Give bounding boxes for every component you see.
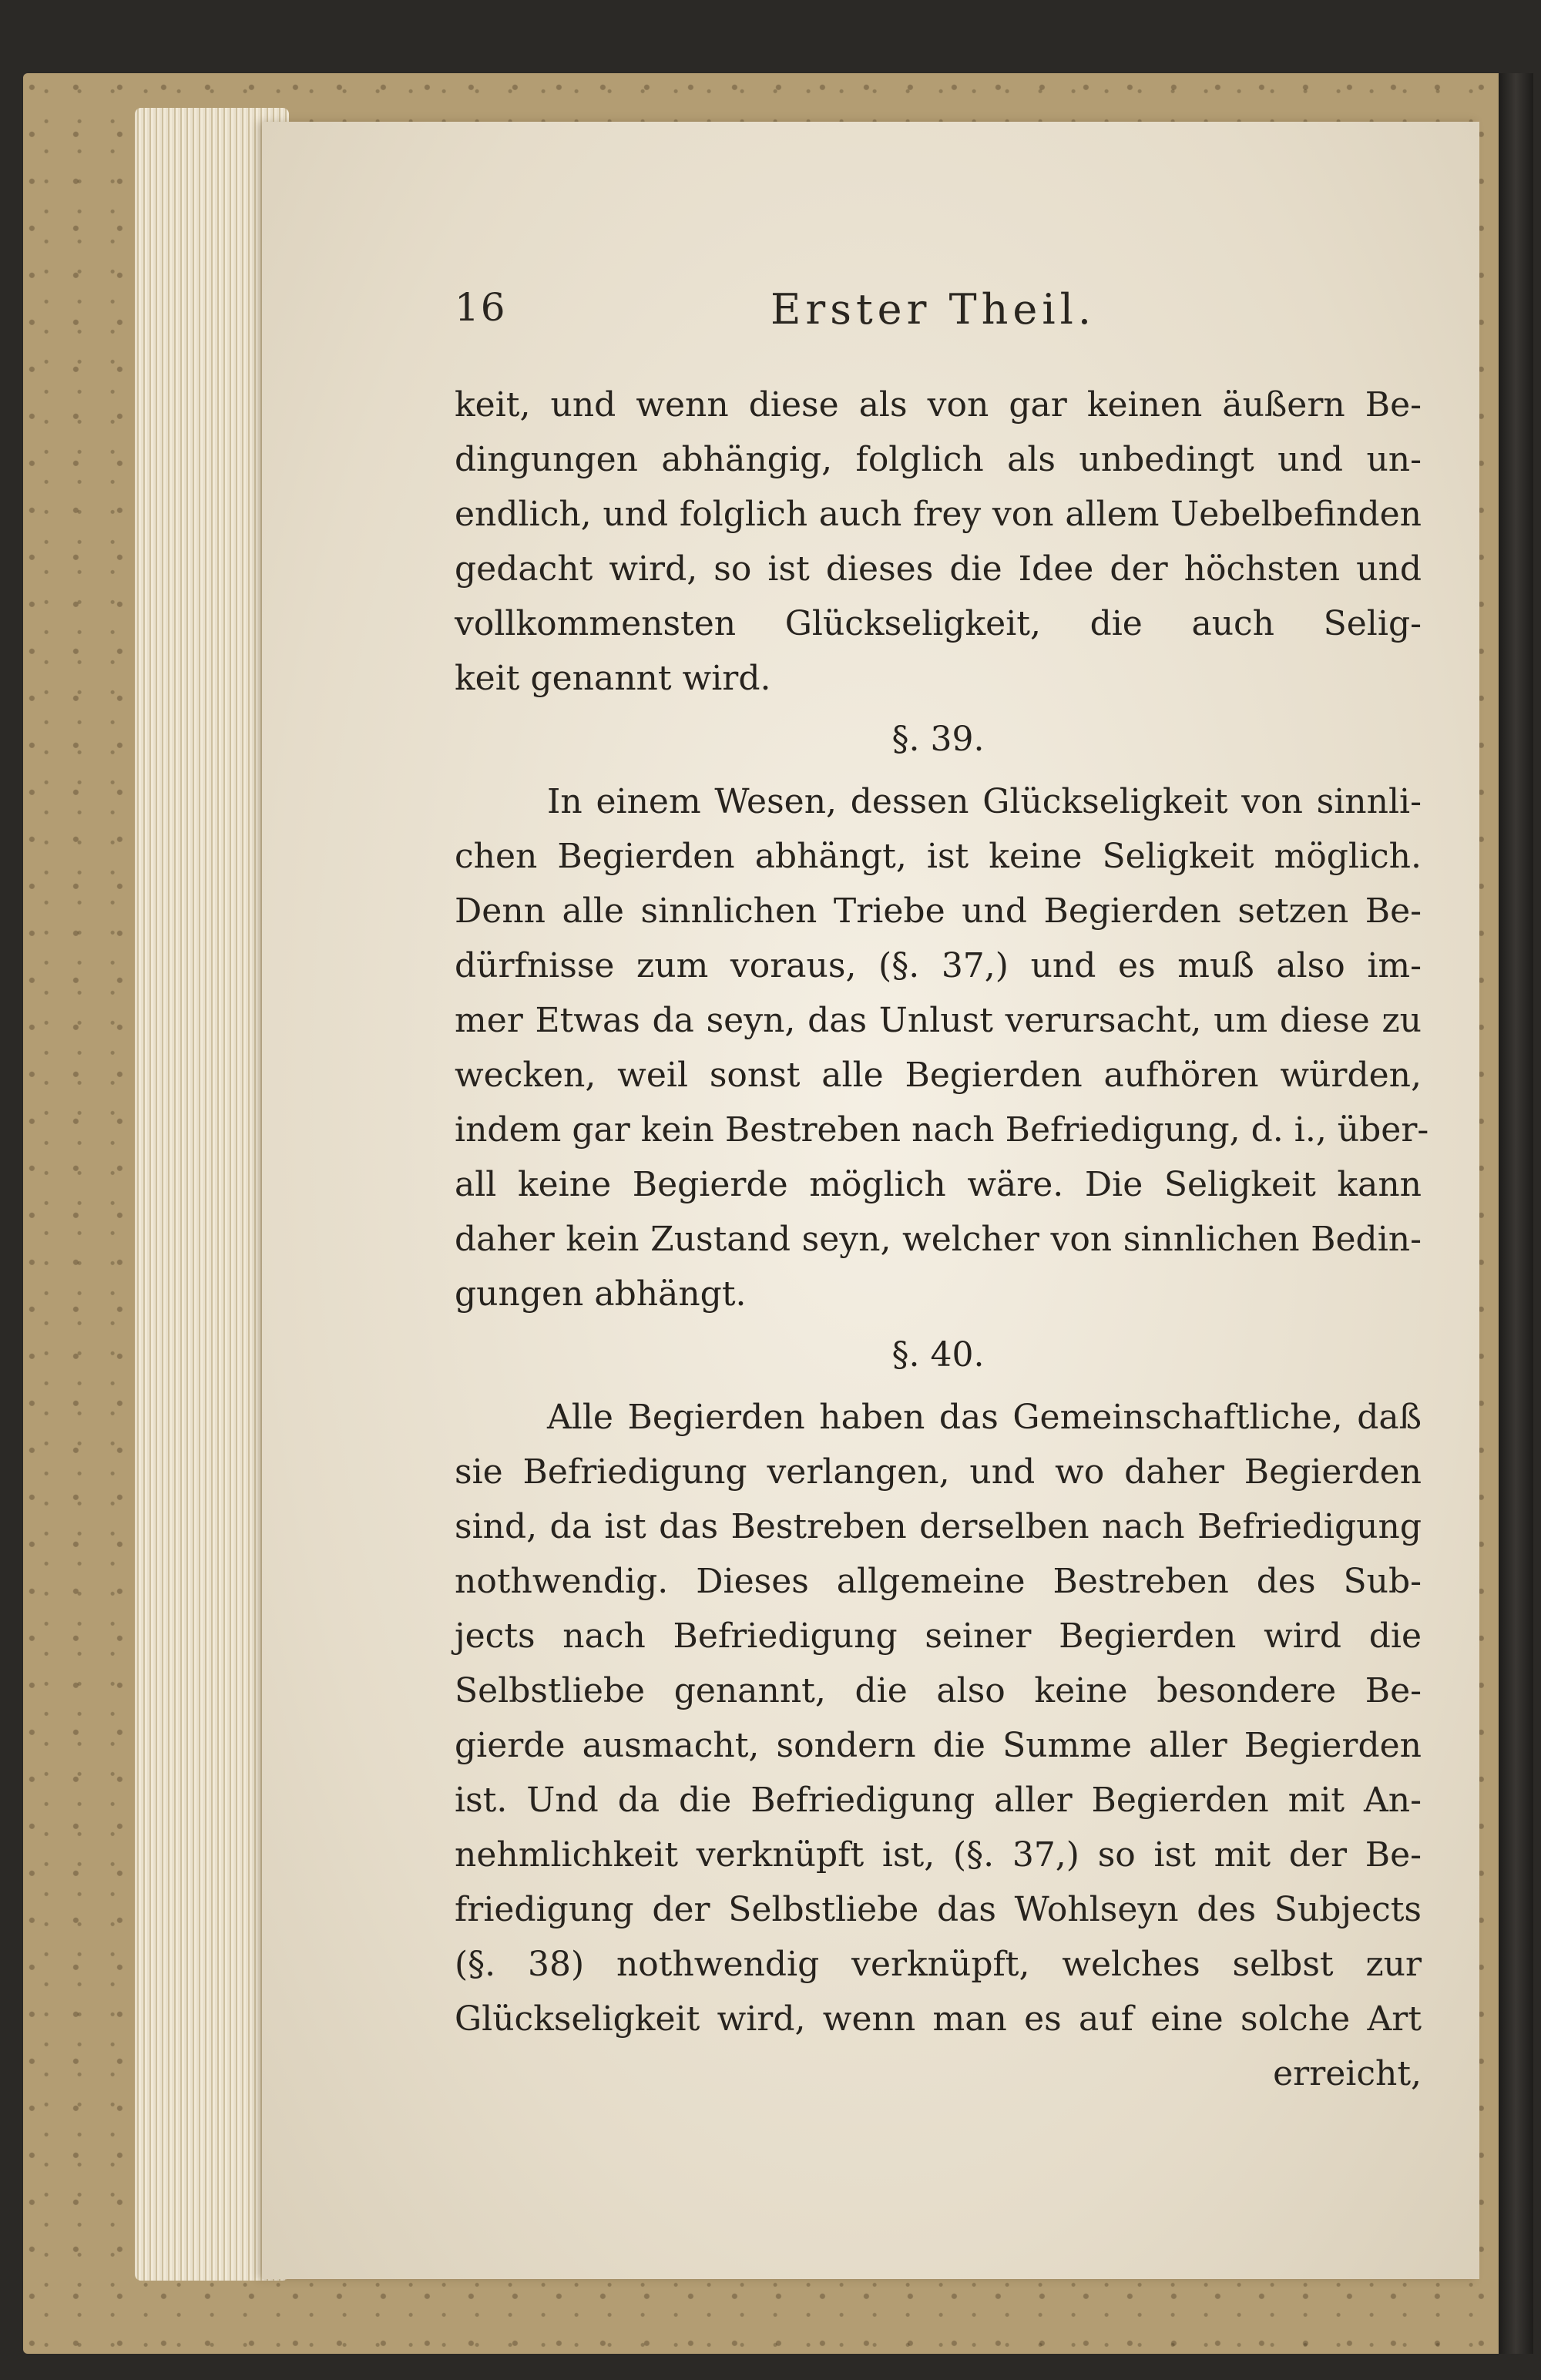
text-line: keit genannt wird. bbox=[455, 659, 771, 698]
text-line: gierde ausmacht, sondern die Summe aller Begierden bbox=[455, 1726, 1422, 1765]
text-line: mer Etwas da seyn, das Unlust verursacht, um diese zu bbox=[455, 1001, 1422, 1040]
catchword: erreicht, bbox=[1273, 2054, 1422, 2093]
text-line: daher kein Zustand seyn, welcher von sinnlichen Bedin- bbox=[455, 1220, 1422, 1259]
text-line: nothwendig. Dieses allgemeine Bestreben des Sub- bbox=[455, 1562, 1422, 1601]
text-line: all keine Begierde möglich wäre. Die Seligkeit kann bbox=[455, 1165, 1422, 1204]
page-number: 16 bbox=[455, 285, 507, 330]
running-title: Erster Theil. bbox=[770, 285, 1096, 334]
section-heading-40: §. 40. bbox=[891, 1335, 985, 1375]
opposite-page-edge bbox=[1499, 73, 1533, 2354]
page-header bbox=[455, 277, 1418, 339]
text-line: Glückseligkeit wird, wenn man es auf eine solche Art bbox=[455, 1999, 1422, 2039]
text-line: nehmlichkeit verknüpft ist, (§. 37,) so ist mit der Be- bbox=[455, 1835, 1422, 1875]
section-heading-39: §. 39. bbox=[891, 720, 985, 759]
text-line: dingungen abhängig, folglich als unbedingt und un- bbox=[455, 440, 1422, 479]
text-line: gedacht wird, so ist dieses die Idee der höchsten und bbox=[455, 549, 1422, 589]
text-line: (§. 38) nothwendig verknüpft, welches selbst zur bbox=[455, 1945, 1422, 1984]
text-line: dürfnisse zum voraus, (§. 37,) und es muß also im- bbox=[455, 946, 1422, 985]
text-line: endlich, und folglich auch frey von allem Uebelbefinden bbox=[455, 495, 1422, 534]
text-line: wecken, weil sonst alle Begierden aufhören würden, bbox=[455, 1056, 1422, 1095]
text-line: Selbstliebe genannt, die also keine besondere Be- bbox=[455, 1671, 1422, 1710]
text-line: chen Begierden abhängt, ist keine Seligkeit möglich. bbox=[455, 837, 1422, 876]
text-line: sind, da ist das Bestreben derselben nach Befriedigung bbox=[455, 1507, 1422, 1546]
text-line: In einem Wesen, dessen Glückseligkeit von sinnli- bbox=[547, 782, 1422, 821]
text-line: Alle Begierden haben das Gemeinschaftliche, daß bbox=[547, 1398, 1422, 1437]
text-line: gungen abhängt. bbox=[455, 1274, 747, 1314]
text-line: jects nach Befriedigung seiner Begierden wird die bbox=[455, 1616, 1422, 1656]
page-body bbox=[455, 378, 1429, 2101]
text-line: indem gar kein Bestreben nach Befriedigung, d. i., über- bbox=[455, 1110, 1429, 1150]
text-line: Denn alle sinnlichen Triebe und Begierden setzen Be- bbox=[455, 891, 1422, 931]
text-line: keit, und wenn diese als von gar keinen äußern Be- bbox=[455, 385, 1422, 425]
text-line: vollkommensten Glückseligkeit, die auch Selig- bbox=[455, 604, 1422, 643]
text-line: sie Befriedigung verlangen, und wo daher Begierden bbox=[455, 1452, 1422, 1492]
text-line: friedigung der Selbstliebe das Wohlseyn des Subjects bbox=[455, 1890, 1422, 1929]
text-line: ist. Und da die Befriedigung aller Begierden mit An- bbox=[455, 1781, 1422, 1820]
